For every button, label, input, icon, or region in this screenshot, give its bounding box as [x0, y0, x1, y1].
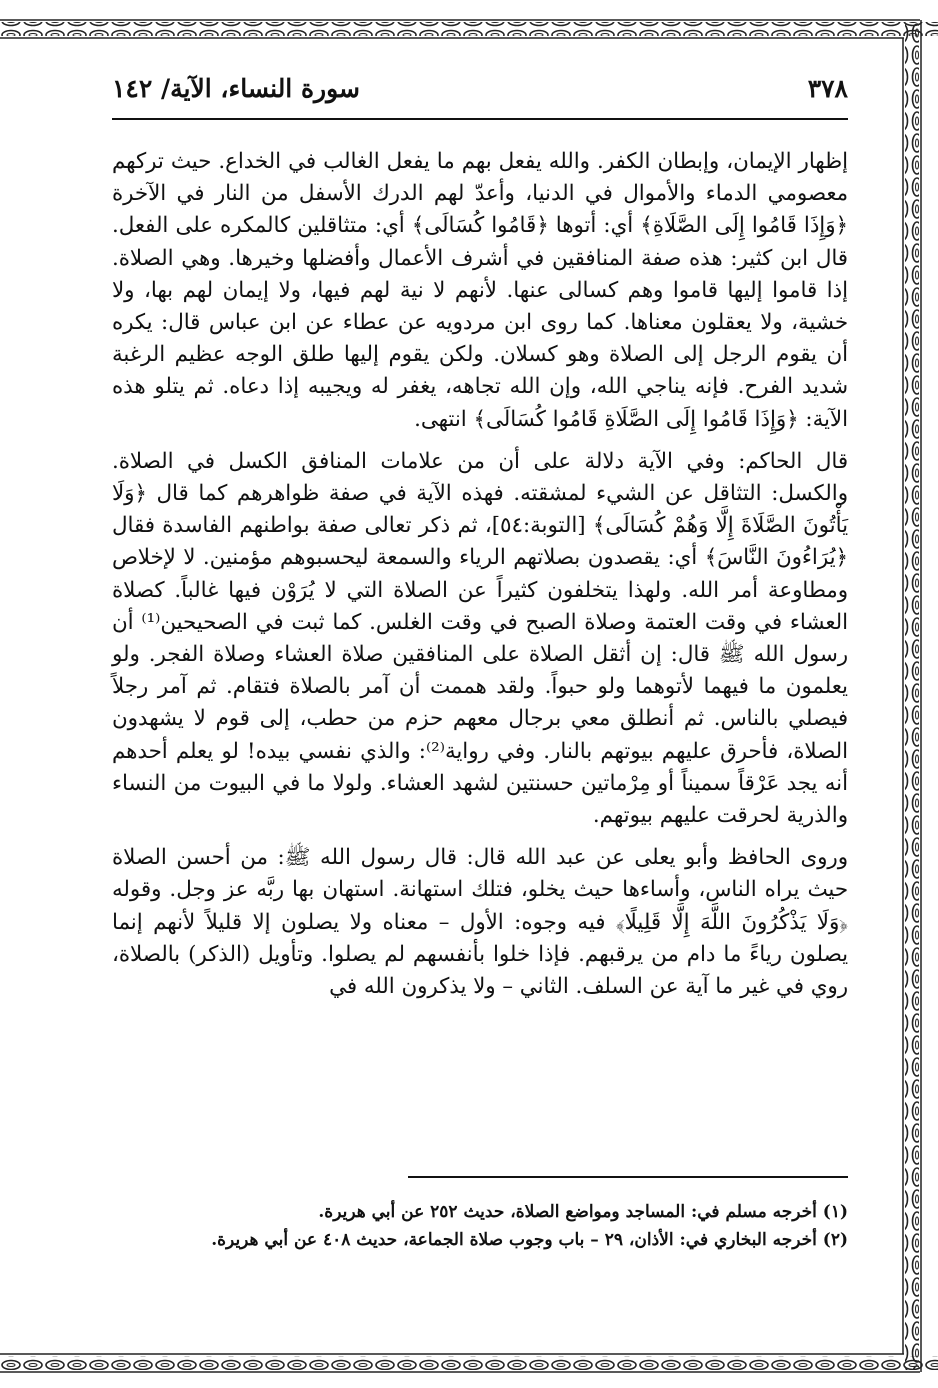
- footnote: (١) أخرجه مسلم في: المساجد ومواضع الصلاة، حديث ٢٥٢ عن أبي هريرة.: [318, 1202, 848, 1222]
- page-number: ٣٧٨: [807, 74, 848, 103]
- book-page: [112, 58, 848, 1358]
- running-title: سورة النساء، الآية/ ١٤٢: [112, 74, 360, 103]
- paragraph: إظهار الإيمان، وإبطان الكفر. والله يفعل بهم ما يفعل الغالب في الخداع. حيث تركهم معصومي الدماء والأموال في الدنيا، وأعدّ لهم الدرك الأسفل من النار في الآخرة ﴿وَإِذَا قَامُوا إِلَى الصَّلَاةِ﴾ أي: أتوها ﴿قَامُوا كُسَالَى﴾ أي: متثاقلين كالمكره على الفعل. قال ابن كثير: هذه صفة المنافقين في أشرف الأعمال وأفضلها وخيرها. وهي الصلاة. إذا قاموا إليها قاموا وهم كسالى عنها. لأنهم لا نية لهم فيها، ولا إيمان لهم بها، ولا خشية، ولا يعقلون معناها. كما روى ابن مردويه عن عطاء عن ابن عباس قال: يكره أن يقوم الرجل إلى الصلاة وهو كسلان. ولكن يقوم إليها طلق الوجه عظيم الرغبة شديد الفرح. فإنه يناجي الله، وإن الله تجاهه، يغفر له ويجيبه إذا دعاه. ثم يتلو هذه الآية: ﴿وَإِذَا قَامُوا إِلَى الصَّلَاةِ قَامُوا كُسَالَى﴾ انتهى.: [112, 149, 848, 432]
- body-text: [112, 146, 848, 1013]
- footnote: (٢) أخرجه البخاري في: الأذان، ٢٩ – باب وجوب صلاة الجماعة، حديث ٤٠٨ عن أبي هريرة.: [211, 1230, 848, 1250]
- page-header: [112, 74, 848, 104]
- header-divider: [112, 118, 848, 120]
- footnote-divider: [408, 1176, 848, 1178]
- paragraph: وروى الحافظ وأبو يعلى عن عبد الله قال: قال رسول الله ﷺ: من أحسن الصلاة حيث يراه الناس، وأساءها حيث يخلو، فتلك استهانة. استهان بها ربَّه عز وجل. وقوله ﴿وَلَا يَذْكُرُونَ اللَّهَ إِلَّا قَلِيلًا﴾ فيه وجوه: الأول – معناه ولا يصلون إلا قليلاً لأنهم إنما يصلون رياءً ما دام من يرقبهم. فإذا خلوا بأنفسهم لم يصلوا. وتأويل (الذكر) بالصلاة، روي في غير ما آية عن السلف. الثاني – ولا يذكرون الله في: [112, 845, 848, 1000]
- footnotes: [112, 1198, 848, 1254]
- paragraph: قال الحاكم: وفي الآية دلالة على أن من علامات المنافق الكسل في الصلاة. والكسل: التثاقل عن الشيء لمشقته. فهذه الآية في صفة ظواهرهم كما قال ﴿وَلَا يَأْتُونَ الصَّلَاةَ إِلَّا وَهُمْ كُسَالَى﴾ [التوبة:٥٤]، ثم ذكر تعالى صفة بواطنهم الفاسدة فقال ﴿يُرَاءُونَ النَّاسَ﴾ أي: يقصدون بصلاتهم الرياء والسمعة ليحسبوهم مؤمنين. لا لإخلاص ومطاوعة أمر الله. ولهذا يتخلفون كثيراً عن الصلاة التي لا يُرَوْن فيها غالباً. كصلاة العشاء في وقت العتمة وصلاة الصبح في وقت الغلس. كما ثبت في الصحيحين⁽¹⁾ أن رسول الله ﷺ قال: إن أثقل الصلاة على المنافقين صلاة العشاء وصلاة الفجر. ولو يعلمون ما فيهما لأتوهما ولو حبواً. ولقد هممت أن آمر بالصلاة فتقام. ثم آمر رجلاً فيصلي بالناس. ثم أنطلق معي برجال معهم حزم من حطب، إلى قوم لا يشهدون الصلاة، فأحرق عليهم بيوتهم بالنار. وفي رواية⁽²⁾: والذي نفسي بيده! لو يعلم أحدهم أنه يجد عَرْقاً سميناً أو مِرْماتين حسنتين لشهد العشاء. ولولا ما في البيوت من النساء والذرية لحرقت عليهم بيوتهم.: [112, 448, 849, 829]
